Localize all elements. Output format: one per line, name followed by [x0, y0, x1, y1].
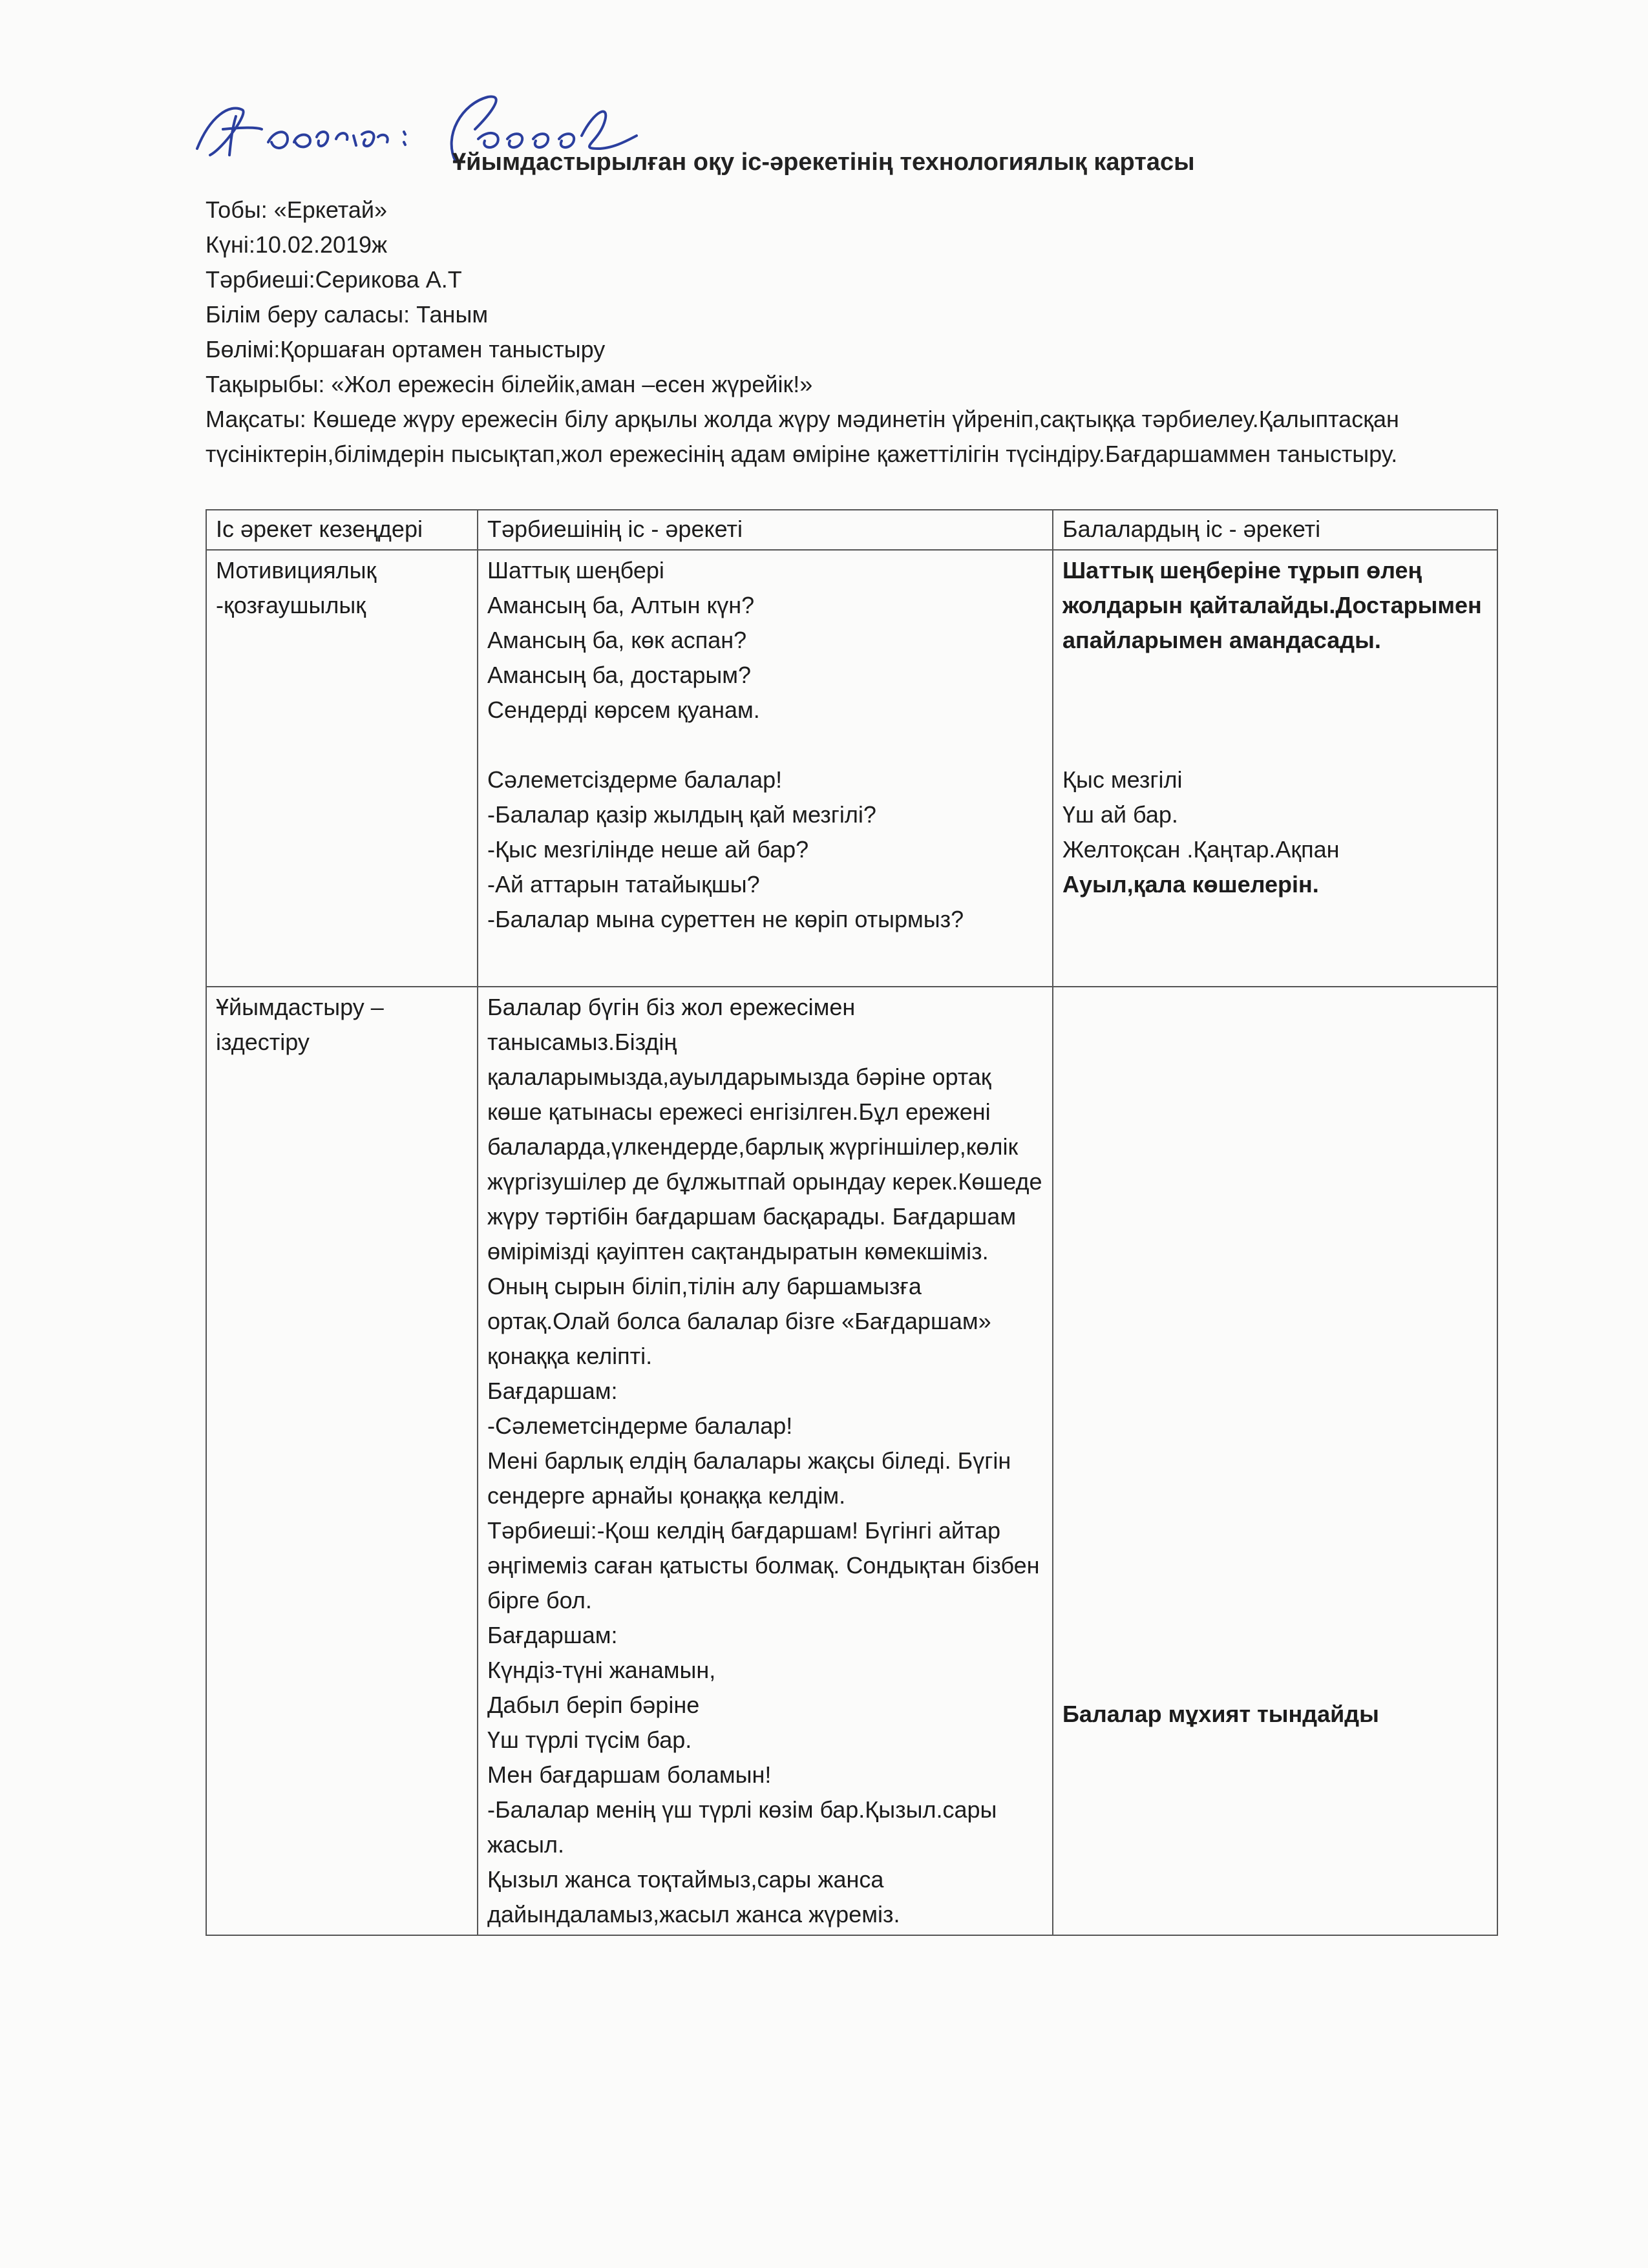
teacher-line: Амансың ба, достарым?	[487, 662, 752, 688]
table-header-row	[206, 510, 1497, 550]
teacher-line: -Балалар қазір жылдың қай мезгілі?	[487, 801, 876, 828]
teacher-line: Сендерді көрсем қуанам.	[487, 697, 760, 723]
teacher-cell	[478, 550, 1053, 987]
blank-line	[1062, 693, 1488, 728]
teacher-line: Күндіз-түні жанамын,	[487, 1657, 716, 1683]
child-line: Үш ай бар.	[1062, 801, 1178, 828]
child-line: Балалар мұхият тындайды	[1062, 1701, 1379, 1727]
blank-line	[1062, 658, 1488, 693]
teacher-line: Балалар бүгін біз жол ережесімен танысамыз.Біздің қалаларымызда,ауылдарымызда бәріне ортақ көше қатынасы ережесі енгізілген.Бұл ережені балаларда,үлкендерде,барлық жүргіншілер,көлік жүргізушілер де бұлжытпай орындау керек.Көшеде жүру тәртібін бағдаршам басқарады. Бағдаршам өмірімізді қауіптен сақтандыратын көмекшіміз.	[487, 994, 1042, 1265]
document-title: Ұйымдастырылған оқу іс-әрекетінің технологиялық картасы	[452, 149, 1195, 176]
children-cell	[1053, 550, 1497, 987]
table-row	[206, 550, 1497, 987]
teacher-line: -Сәлеметсіндерме балалар!	[487, 1412, 793, 1439]
goal-paragraph: Мақсаты: Көшеде жүру ережесін білу арқылы жолда жүру мәдинетін үйреніп,сақтыққа тәрбиелеу.Қалыптасқан түсініктерін,білімдерін пысықтап,жол ережесінің адам өміріне қажеттілігін түсіндіру.Бағдаршаммен таныстыру.	[206, 406, 1399, 467]
field-line: Білім беру саласы: Таным	[206, 301, 489, 328]
teacher-line: Оның сырын біліп,тілін алу баршамызға ортақ.Олай болса балалар бізге «Бағдаршам» қонаққа келіпті.	[487, 1273, 991, 1369]
teacher-line: Мен бағдаршам боламын!	[487, 1761, 772, 1788]
child-line: Қыс мезгілі	[1062, 766, 1183, 793]
teacher-line: -Қыс мезгілінде неше ай бар?	[487, 836, 809, 863]
header-teacher: Тәрбиешінің іс - әрекеті	[478, 510, 1053, 550]
teacher-line: Мені барлық елдің балалары жақсы біледі. Бүгін сендерге арнайы қонаққа келдім.	[487, 1447, 1011, 1509]
blank-line	[1062, 728, 1488, 762]
teacher-line: Дабыл беріп бәріне	[487, 1692, 700, 1718]
teacher-line: Амансың ба, Алтын күн?	[487, 592, 755, 618]
topic-line: Тақырыбы: «Жол ережесін білейік,аман –есен жүрейік!»	[206, 371, 813, 397]
teacher-line: Үш түрлі түсім бар.	[487, 1727, 692, 1753]
stage-cell: Мотивициялық -қозғаушылық	[206, 550, 478, 987]
teacher-line: Шаттық шеңбері	[487, 557, 664, 583]
teacher-line: Амансың ба, көк аспан?	[487, 627, 747, 653]
stage-cell: Ұйымдастыру – іздестіру	[206, 987, 478, 1935]
teacher-cell	[478, 987, 1053, 1935]
teacher-line: Бағдаршам:	[487, 1378, 618, 1404]
teacher-line: -Балалар менің үш түрлі көзім бар.Қызыл.сары жасыл.	[487, 1796, 997, 1858]
child-line: Желтоқсан .Қаңтар.Ақпан	[1062, 836, 1340, 863]
teacher-line: -Ай аттарын татайықшы?	[487, 871, 760, 898]
group-line: Тобы: «Еркетай»	[206, 196, 387, 223]
teacher-line: Сәлеметсіздерме балалар!	[487, 766, 783, 793]
child-line: Ауыл,қала көшелерін.	[1062, 871, 1319, 898]
teacher-line: Қызыл жанса тоқтаймыз,сары жанса дайындаламыз,жасыл жанса жүреміз.	[487, 1866, 900, 1927]
lesson-meta	[206, 193, 1492, 472]
blank-line	[487, 728, 1043, 762]
teacher-line: Бағдаршам:	[487, 1622, 618, 1648]
activity-table	[206, 509, 1498, 1936]
table-row	[206, 987, 1497, 1935]
teacher-line: -Балалар мына суреттен не көріп отырмыз?	[487, 906, 964, 932]
child-line: Шаттық шеңберіне тұрып өлең жолдарын қайталайды.Достарымен апайларымен амандасады.	[1062, 557, 1482, 653]
children-cell	[1053, 987, 1497, 1935]
header-children: Балалардың іс - әрекеті	[1053, 510, 1497, 550]
teacher-line: Тәрбиеші:-Қош келдің бағдаршам! Бүгінгі айтар әңгімеміз саған қатысты болмақ. Сондықтан бізбен бірге бол.	[487, 1517, 1040, 1613]
date-line: Күні:10.02.2019ж	[206, 231, 388, 258]
teacher-line: Тәрбиеші:Серикова А.Т	[206, 266, 462, 293]
section-line: Бөлімі:Қоршаған ортамен таныстыру	[206, 336, 606, 362]
header-stage: Іс әрекет кезеңдері	[206, 510, 478, 550]
